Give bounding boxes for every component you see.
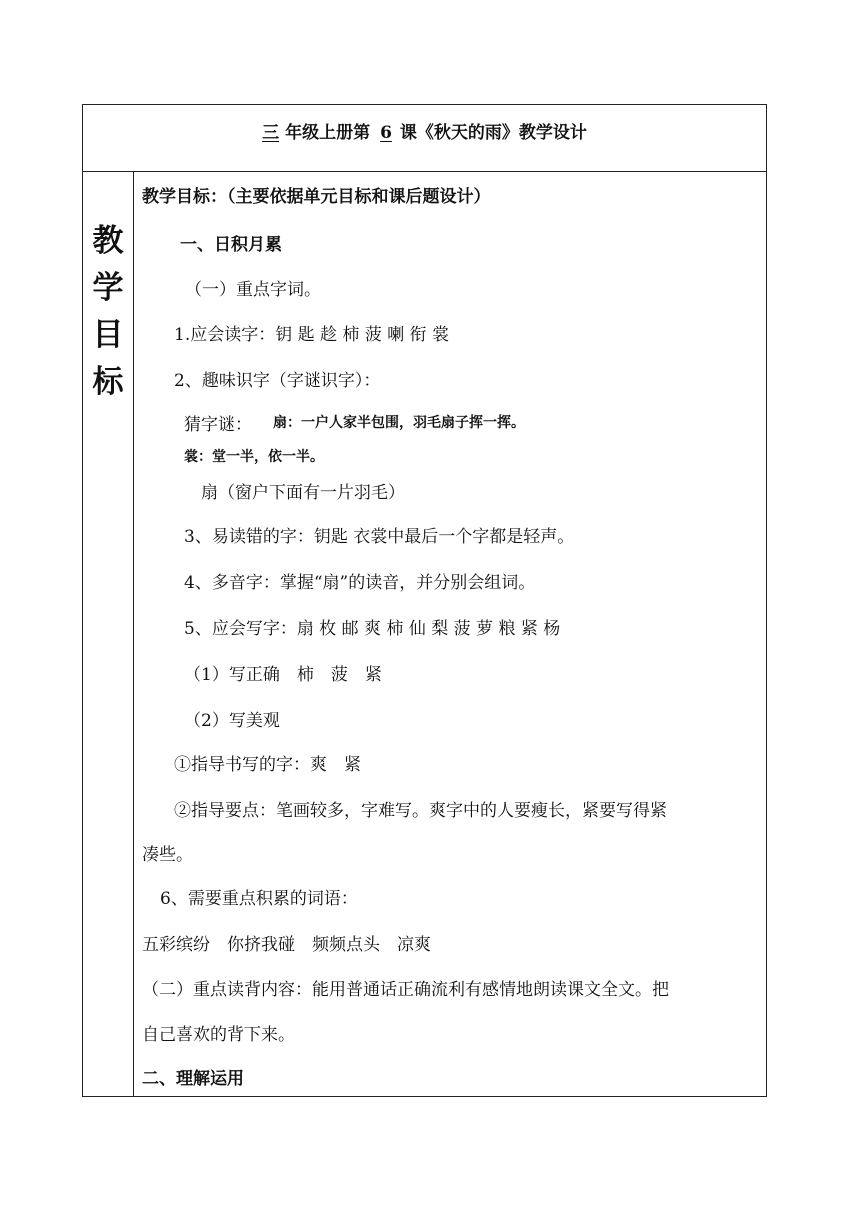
lesson-number-blank: 6: [380, 123, 392, 143]
list-item: 1.应会读字：钥 匙 趁 柿 菠 喇 衔 裳: [174, 325, 450, 345]
list-item: （2）写美观: [184, 711, 280, 731]
title-part1: 年级上册第: [285, 123, 371, 143]
grade-blank: 三: [262, 123, 280, 143]
list-item: 4、多音字：掌握“扇”的读音，并分别会组词。: [184, 573, 536, 593]
list-item: ②指导要点：笔画较多，字难写。爽字中的人要瘦长，紧要写得紧: [174, 801, 667, 821]
page-title: [82, 118, 767, 143]
word-list: 五彩缤纷 你挤我碰 频频点头 凉爽: [142, 935, 431, 955]
objectives-heading: 教学目标：（主要依据单元目标和课后题设计）: [142, 187, 491, 207]
list-item: 2、趣味识字（字谜识字）：: [174, 371, 381, 391]
riddle-line: 裳：堂一半，依一半。: [184, 449, 324, 465]
list-item: 5、应会写字：扇 枚 邮 爽 柿 仙 梨 菠 萝 粮 紧 杨: [184, 619, 561, 639]
table-column-divider: [133, 171, 134, 1097]
list-item: ①指导书写的字：爽 紧: [174, 755, 361, 775]
list-item: 3、易读错的字：钥匙 衣裳中最后一个字都是轻声。: [184, 527, 575, 547]
section-heading: 二、理解运用: [142, 1069, 244, 1089]
riddle-label: 猜字谜：: [184, 415, 252, 435]
subsection-heading: （一）重点字词。: [185, 280, 321, 300]
side-char: 教: [92, 223, 124, 259]
side-label: [84, 218, 132, 406]
list-item: （1）写正确 柿 菠 紧: [184, 665, 382, 685]
list-item: 6、需要重点积累的词语：: [160, 889, 358, 909]
side-char: 标: [92, 364, 124, 400]
riddle-line: 扇（窗户下面有一片羽毛）: [201, 483, 405, 503]
title-part2: 课《秋天的雨》教学设计: [399, 123, 587, 143]
paragraph: 自己喜欢的背下来。: [142, 1025, 295, 1045]
list-item: 凑些。: [142, 845, 193, 865]
side-char: 目: [92, 317, 124, 353]
side-char: 学: [92, 270, 124, 306]
section-heading: 一、日积月累: [180, 235, 282, 255]
table-row-divider: [82, 171, 767, 172]
subsection-heading: （二）重点读背内容：能用普通话正确流利有感情地朗读课文全文。把: [142, 980, 669, 1000]
riddle-line: 扇：一户人家半包围，羽毛扇子挥一挥。: [273, 415, 525, 431]
